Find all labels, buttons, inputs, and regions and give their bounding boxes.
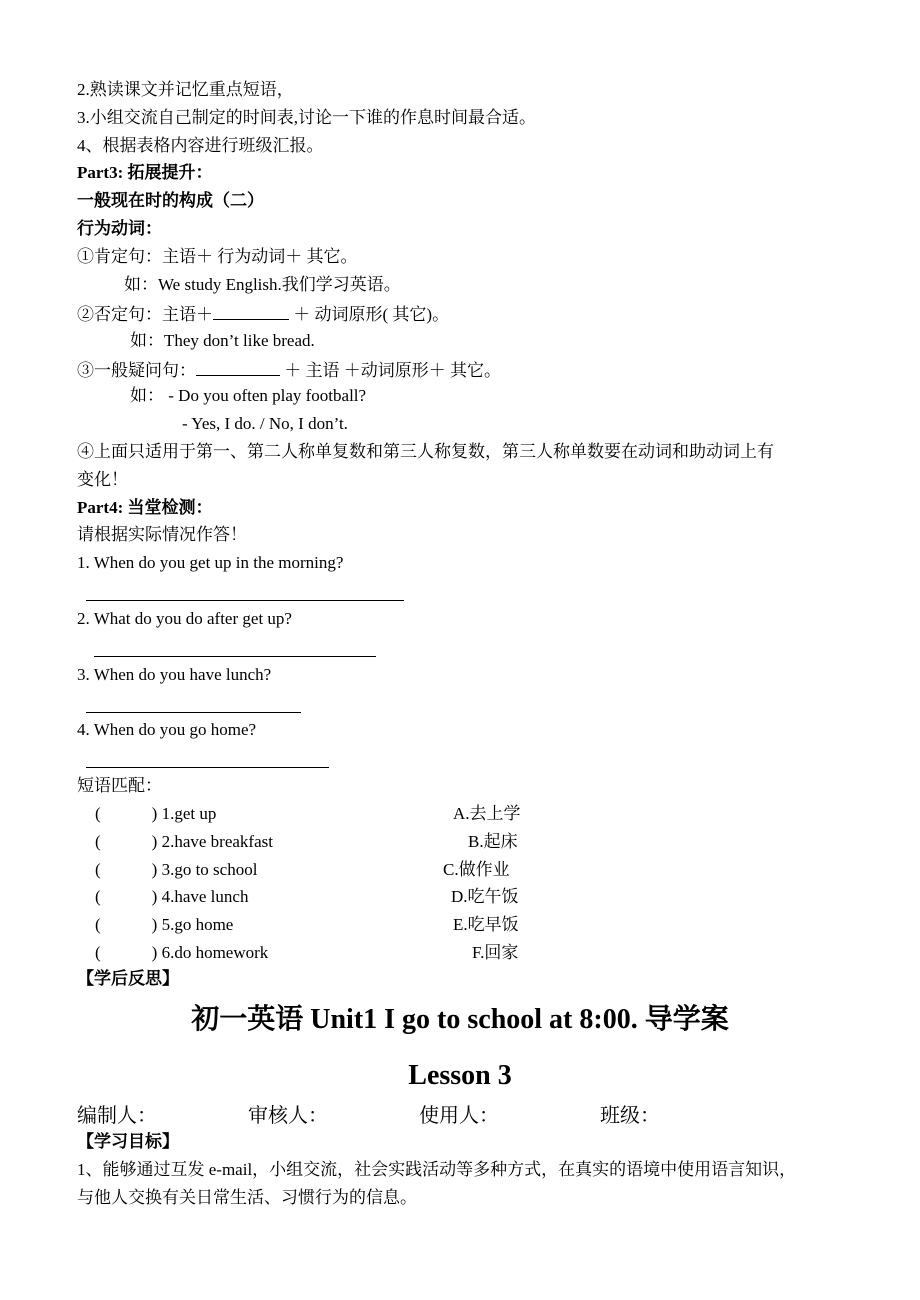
answer-line-4[interactable] xyxy=(86,767,329,768)
question-1: 1. When do you get up in the morning? xyxy=(77,553,344,572)
question-example-2: - Yes, I do. / No, I don’t. xyxy=(182,414,348,433)
note-line-2: 变化！ xyxy=(77,470,128,489)
answer-line-3[interactable] xyxy=(86,712,301,713)
meaning-a: A.去上学 xyxy=(453,804,521,823)
part3-heading: Part3: 拓展提升： xyxy=(77,163,213,182)
answer-bracket[interactable]: ( ) xyxy=(95,804,158,823)
question-4: 4. When do you go home? xyxy=(77,720,257,739)
step-3: 3.小组交流自己制定的时间表,讨论一下谁的作息时间最合适。 xyxy=(77,108,536,127)
negative-example: 如：They don’t like bread. xyxy=(130,331,315,350)
question-2: 2. What do you do after get up? xyxy=(77,609,292,628)
meaning-c: C.做作业 xyxy=(443,860,510,879)
meaning-f: F.回家 xyxy=(472,943,519,962)
meaning-b: B.起床 xyxy=(468,832,518,851)
matching-heading: 短语匹配： xyxy=(77,776,162,795)
match-row: ( ) 1.get up xyxy=(95,804,217,823)
role-class: 班级： xyxy=(600,1105,660,1127)
affirmative-example: 如：We study English.我们学习英语。 xyxy=(124,275,401,294)
lesson-title: Lesson 3 xyxy=(408,1060,512,1091)
answer-bracket[interactable]: ( ) xyxy=(95,887,158,906)
step-2: 2.熟读课文并记忆重点短语， xyxy=(77,80,294,99)
match-row: ( ) 4.have lunch xyxy=(95,887,249,906)
role-reviewer: 审核人： xyxy=(248,1105,328,1127)
step-4: 4、根据表格内容进行班级汇报。 xyxy=(77,136,324,155)
match-row: ( ) 2.have breakfast xyxy=(95,832,273,851)
part4-instruction: 请根据实际情况作答！ xyxy=(77,525,247,544)
match-row: ( ) 6.do homework xyxy=(95,943,269,962)
part3-subheading: 一般现在时的构成（二） xyxy=(77,191,264,210)
negative-blank[interactable] xyxy=(213,303,289,320)
question-blank[interactable] xyxy=(196,359,280,376)
meaning-d: D.吃午饭 xyxy=(451,887,519,906)
answer-bracket[interactable]: ( ) xyxy=(95,832,158,851)
answer-bracket[interactable]: ( ) xyxy=(95,860,158,879)
negative-rule: ②否定句：主语＋ ＋ 动词原形( 其它)。 xyxy=(77,305,450,324)
meaning-e: E.吃早饭 xyxy=(453,915,519,934)
match-row: ( ) 3.go to school xyxy=(95,860,258,879)
part4-heading: Part4: 当堂检测： xyxy=(77,498,213,517)
role-editor: 编制人： xyxy=(77,1105,157,1127)
objectives-heading: 【学习目标】 xyxy=(77,1132,179,1151)
question-3: 3. When do you have lunch? xyxy=(77,665,272,684)
document-title: 初一英语 Unit1 I go to school at 8:00. 导学案 xyxy=(191,1004,729,1035)
note-line-1: ④上面只适用于第一、第二人称单复数和第三人称复数，第三人称单数要在动词和助动词上有 xyxy=(77,442,774,461)
role-user: 使用人： xyxy=(419,1105,499,1127)
match-row: ( ) 5.go home xyxy=(95,915,234,934)
affirmative-rule: ①肯定句：主语＋ 行为动词＋ 其它。 xyxy=(77,247,358,266)
verb-heading: 行为动词： xyxy=(77,219,162,238)
objective-line-2: 与他人交换有关日常生活、习惯行为的信息。 xyxy=(77,1188,417,1207)
reflection-heading: 【学后反思】 xyxy=(77,969,179,988)
question-rule: ③一般疑问句： ＋ 主语 ＋动词原形＋ 其它。 xyxy=(77,361,501,380)
answer-line-2[interactable] xyxy=(94,656,376,657)
objective-line-1: 1、能够通过互发 e-mail，小组交流，社会实践活动等多种方式，在真实的语境中使用语言知识， xyxy=(77,1160,797,1179)
answer-bracket[interactable]: ( ) xyxy=(95,915,158,934)
answer-bracket[interactable]: ( ) xyxy=(95,943,158,962)
answer-line-1[interactable] xyxy=(86,600,404,601)
question-example-1: 如： - Do you often play football? xyxy=(130,386,367,405)
